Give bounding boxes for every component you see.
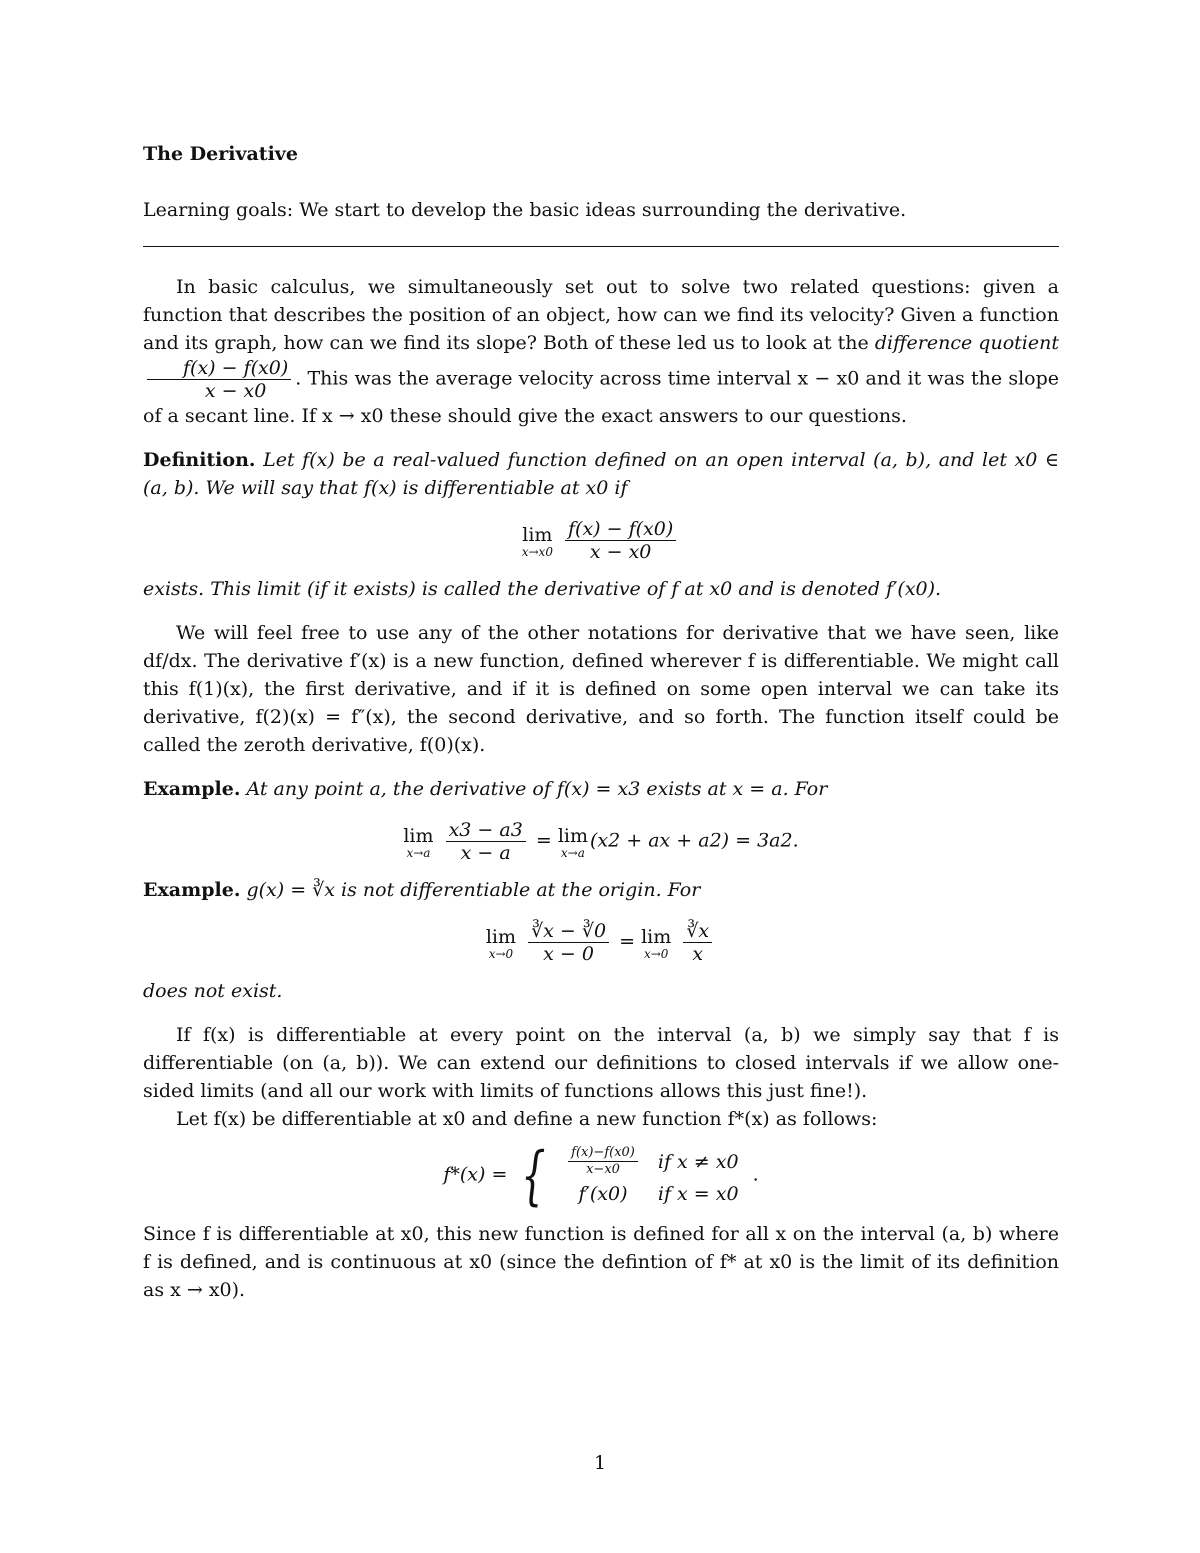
limit-operator: lim x→x0: [521, 523, 553, 559]
cases-table: [556, 1143, 746, 1208]
interval-paragraph: If f(x) is differentiable at every point on the interval (a, b) we simply say that f is differentiable (on (a, b)). We can extend our definitions to closed intervals if we allow one-sided limits (and all our work with limits of functions allows this just fine!).: [143, 1024, 1059, 1102]
case-2-value: f′(x0): [578, 1183, 628, 1205]
limit-denominator: x − x0: [589, 541, 652, 563]
case-2-condition: if x = x0: [657, 1183, 739, 1205]
limit-operator-2: lim x→0: [641, 925, 672, 961]
fstar-intro: Let f(x) be differentiable at x0 and define a new function f*(x) as follows:: [176, 1108, 878, 1130]
example-2-denominator: x − 0: [543, 943, 594, 965]
intro-text-2: . This was the average velocity across time interval x − x0 and it was the slope of a secant line. If x → x0 these should give the exact answers to our questions.: [143, 367, 1059, 427]
example-2-fraction: [528, 920, 609, 965]
intro-paragraph: [143, 273, 1059, 430]
example-1-lead: Example.: [143, 778, 241, 800]
limit-subscript: x→x0: [521, 544, 553, 559]
horizontal-rule: [143, 246, 1059, 247]
example-1-text: At any point a, the derivative of f(x) = x3 exists at x = a. For: [246, 778, 828, 800]
limit-numerator: f(x) − f(x0): [565, 518, 676, 541]
limit-operator-2: lim x→a: [557, 824, 588, 860]
notations-paragraph: We will feel free to use any of the other notations for derivative that we have seen, like df/dx. The derivative f′(x) is a new function, defined wherever f is differentiable. We might call this f(1)(x), the first derivative, and if it is defined on some open interval we can take its derivative, f(2)(x) = f″(x), the second derivative, and so forth. The function itself could be called the zeroth derivative, f(0)(x).: [143, 622, 1059, 756]
case-1-numerator: f(x)−f(x0): [568, 1145, 638, 1162]
case-1-denominator: x−x0: [586, 1162, 620, 1177]
definition-conclusion: exists. This limit (if it exists) is called the derivative of f at x0 and is denoted f′(x0).: [143, 578, 942, 600]
fstar-definition-display: f*(x) = { $\frac{f(x)-f(x0)}{x-x0}$ if x ≠ x0 f′(x0) if x = x0 .: [443, 1138, 759, 1213]
example-1-numerator: x3 − a3: [446, 819, 526, 842]
left-brace: {: [521, 1138, 546, 1213]
difference-quotient-fraction: [147, 357, 291, 402]
document-page: [143, 140, 1059, 1304]
example-2-text: g(x) = ∛x is not differentiable at the origin. For: [246, 879, 701, 901]
example-1-paragraph: [143, 775, 1059, 803]
page-number: 1: [593, 1452, 607, 1474]
case-1-condition: if x ≠ x0: [657, 1150, 739, 1173]
page-title: The Derivative: [143, 143, 298, 165]
example-1-rhs: (x2 + ax + a2) = 3a2.: [589, 829, 799, 852]
example-2-numerator-2: ∛x: [683, 920, 712, 943]
dq-denominator: x − x0: [204, 380, 267, 402]
limit-subscript-2: x→a: [560, 845, 585, 860]
limit-subscript: x→0: [488, 946, 514, 961]
example-1-display: lim x→a $\frac{x3 - a3}{x - a}$ = lim x→a (x2 + ax + a2) = 3a2.: [403, 819, 799, 864]
example-1-denominator: x − a: [460, 842, 511, 864]
definition-paragraph: [143, 446, 1059, 502]
limit-operator: lim x→0: [485, 925, 517, 961]
dq-numerator: f(x) − f(x0): [147, 357, 291, 380]
definition-limit-display: [143, 518, 1059, 563]
example-1-fraction: [446, 819, 526, 864]
case-1-fraction: [568, 1145, 638, 1178]
difference-quotient-label: difference quotient: [874, 332, 1059, 354]
limit-subscript: x→a: [406, 845, 431, 860]
example-2-conclusion: does not exist.: [143, 980, 283, 1002]
limit-operator: lim x→a: [403, 824, 434, 860]
definition-text: Let f(x) be a real-valued function defined on an open interval (a, b), and let x0 ∈ (a, b). We will say that f(x) is differentiable at x0 if: [143, 449, 1059, 499]
example-2-fraction-2: [683, 920, 712, 965]
piecewise-cases: [513, 1138, 746, 1213]
definition-lead: Definition.: [143, 449, 256, 471]
limit-subscript-2: x→0: [643, 946, 669, 961]
example-2-paragraph: [143, 876, 1059, 904]
learning-goals: Learning goals: We start to develop the basic ideas surrounding the derivative.: [143, 199, 907, 221]
example-2-display: lim x→0 $\frac{∛x - ∛0}{x - 0}$ = lim x→0 $\frac{∛x}{x}$: [143, 920, 1059, 965]
intro-text-1: In basic calculus, we simultaneously set out to solve two related questions: given a function that describes the position of an object, how can we find its velocity? Given a function and its graph, how can we find its slope? Both of these led us to look at the: [143, 276, 1059, 354]
closing-paragraph: Since f is differentiable at x0, this new function is defined for all x on the interval (a, b) where f is defined, and is continuous at x0 (since the defintion of f* at x0 is the limit of its definition as x → x0).: [143, 1223, 1059, 1301]
example-2-denominator-2: x: [692, 943, 704, 965]
limit-fraction: [565, 518, 676, 563]
example-2-numerator: ∛x − ∛0: [528, 920, 609, 943]
example-2-lead: Example.: [143, 879, 241, 901]
fstar-lhs: f*(x) =: [443, 1163, 508, 1186]
